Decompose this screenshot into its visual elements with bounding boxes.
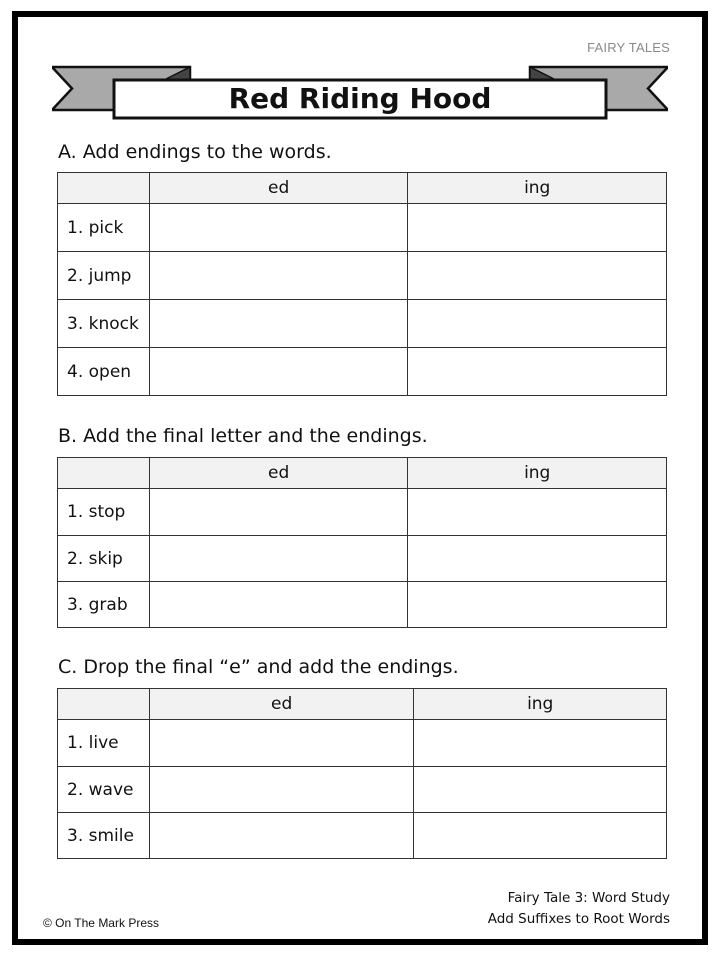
header-cell-ed: ed [149,173,408,204]
root-word-cell: 2. jump [58,252,150,300]
table-row [58,813,667,859]
table-header-row [58,173,667,204]
table-row [58,582,667,628]
table-row [58,720,667,767]
section-b-heading: B. Add the final letter and the endings. [58,425,428,447]
answer-cell-ing[interactable] [408,489,667,536]
section-c-heading: C. Drop the final “e” and add the endings. [58,656,459,678]
answer-cell-ed[interactable] [149,536,408,582]
answer-cell-ed[interactable] [149,813,414,859]
root-word-cell: 1. stop [58,489,150,536]
footer-info [488,888,670,930]
answer-cell-ing[interactable] [408,582,667,628]
copyright-notice: © On The Mark Press [43,916,159,930]
root-word-cell: 4. open [58,348,150,396]
table-row [58,300,667,348]
header-cell-ing: ing [408,173,667,204]
table-row [58,536,667,582]
answer-cell-ed[interactable] [149,489,408,536]
section-a-table [57,172,667,396]
worksheet-title: Red Riding Hood [228,82,492,115]
table-row [58,252,667,300]
answer-cell-ing[interactable] [408,204,667,252]
answer-cell-ed[interactable] [149,300,408,348]
header-cell-ing: ing [414,689,667,720]
answer-cell-ing[interactable] [408,300,667,348]
footer-line-1: Fairy Tale 3: Word Study [507,890,670,906]
answer-cell-ing[interactable] [408,348,667,396]
root-word-cell: 1. live [58,720,150,767]
table-header-row [58,458,667,489]
header-cell-word [58,173,150,204]
root-word-cell: 3. knock [58,300,150,348]
section-b-table [57,457,667,628]
root-word-cell: 2. wave [58,767,150,813]
answer-cell-ed[interactable] [149,348,408,396]
table-header-row [58,689,667,720]
table-row [58,767,667,813]
answer-cell-ed[interactable] [149,252,408,300]
title-banner [52,64,668,124]
table-row [58,489,667,536]
root-word-cell: 3. smile [58,813,150,859]
header-cell-word [58,458,150,489]
root-word-cell: 1. pick [58,204,150,252]
series-label: FAIRY TALES [587,40,670,55]
section-c-table [57,688,667,859]
answer-cell-ing[interactable] [414,813,667,859]
answer-cell-ing[interactable] [414,767,667,813]
answer-cell-ed[interactable] [149,767,414,813]
header-cell-ed: ed [149,458,408,489]
root-word-cell: 2. skip [58,536,150,582]
header-cell-word [58,689,150,720]
section-a-heading: A. Add endings to the words. [58,141,332,163]
answer-cell-ing[interactable] [414,720,667,767]
table-row [58,348,667,396]
answer-cell-ed[interactable] [149,204,408,252]
header-cell-ed: ed [149,689,414,720]
table-row [58,204,667,252]
answer-cell-ed[interactable] [149,720,414,767]
header-cell-ing: ing [408,458,667,489]
answer-cell-ing[interactable] [408,536,667,582]
answer-cell-ing[interactable] [408,252,667,300]
footer-line-2: Add Suffixes to Root Words [487,911,670,927]
root-word-cell: 3. grab [58,582,150,628]
answer-cell-ed[interactable] [149,582,408,628]
